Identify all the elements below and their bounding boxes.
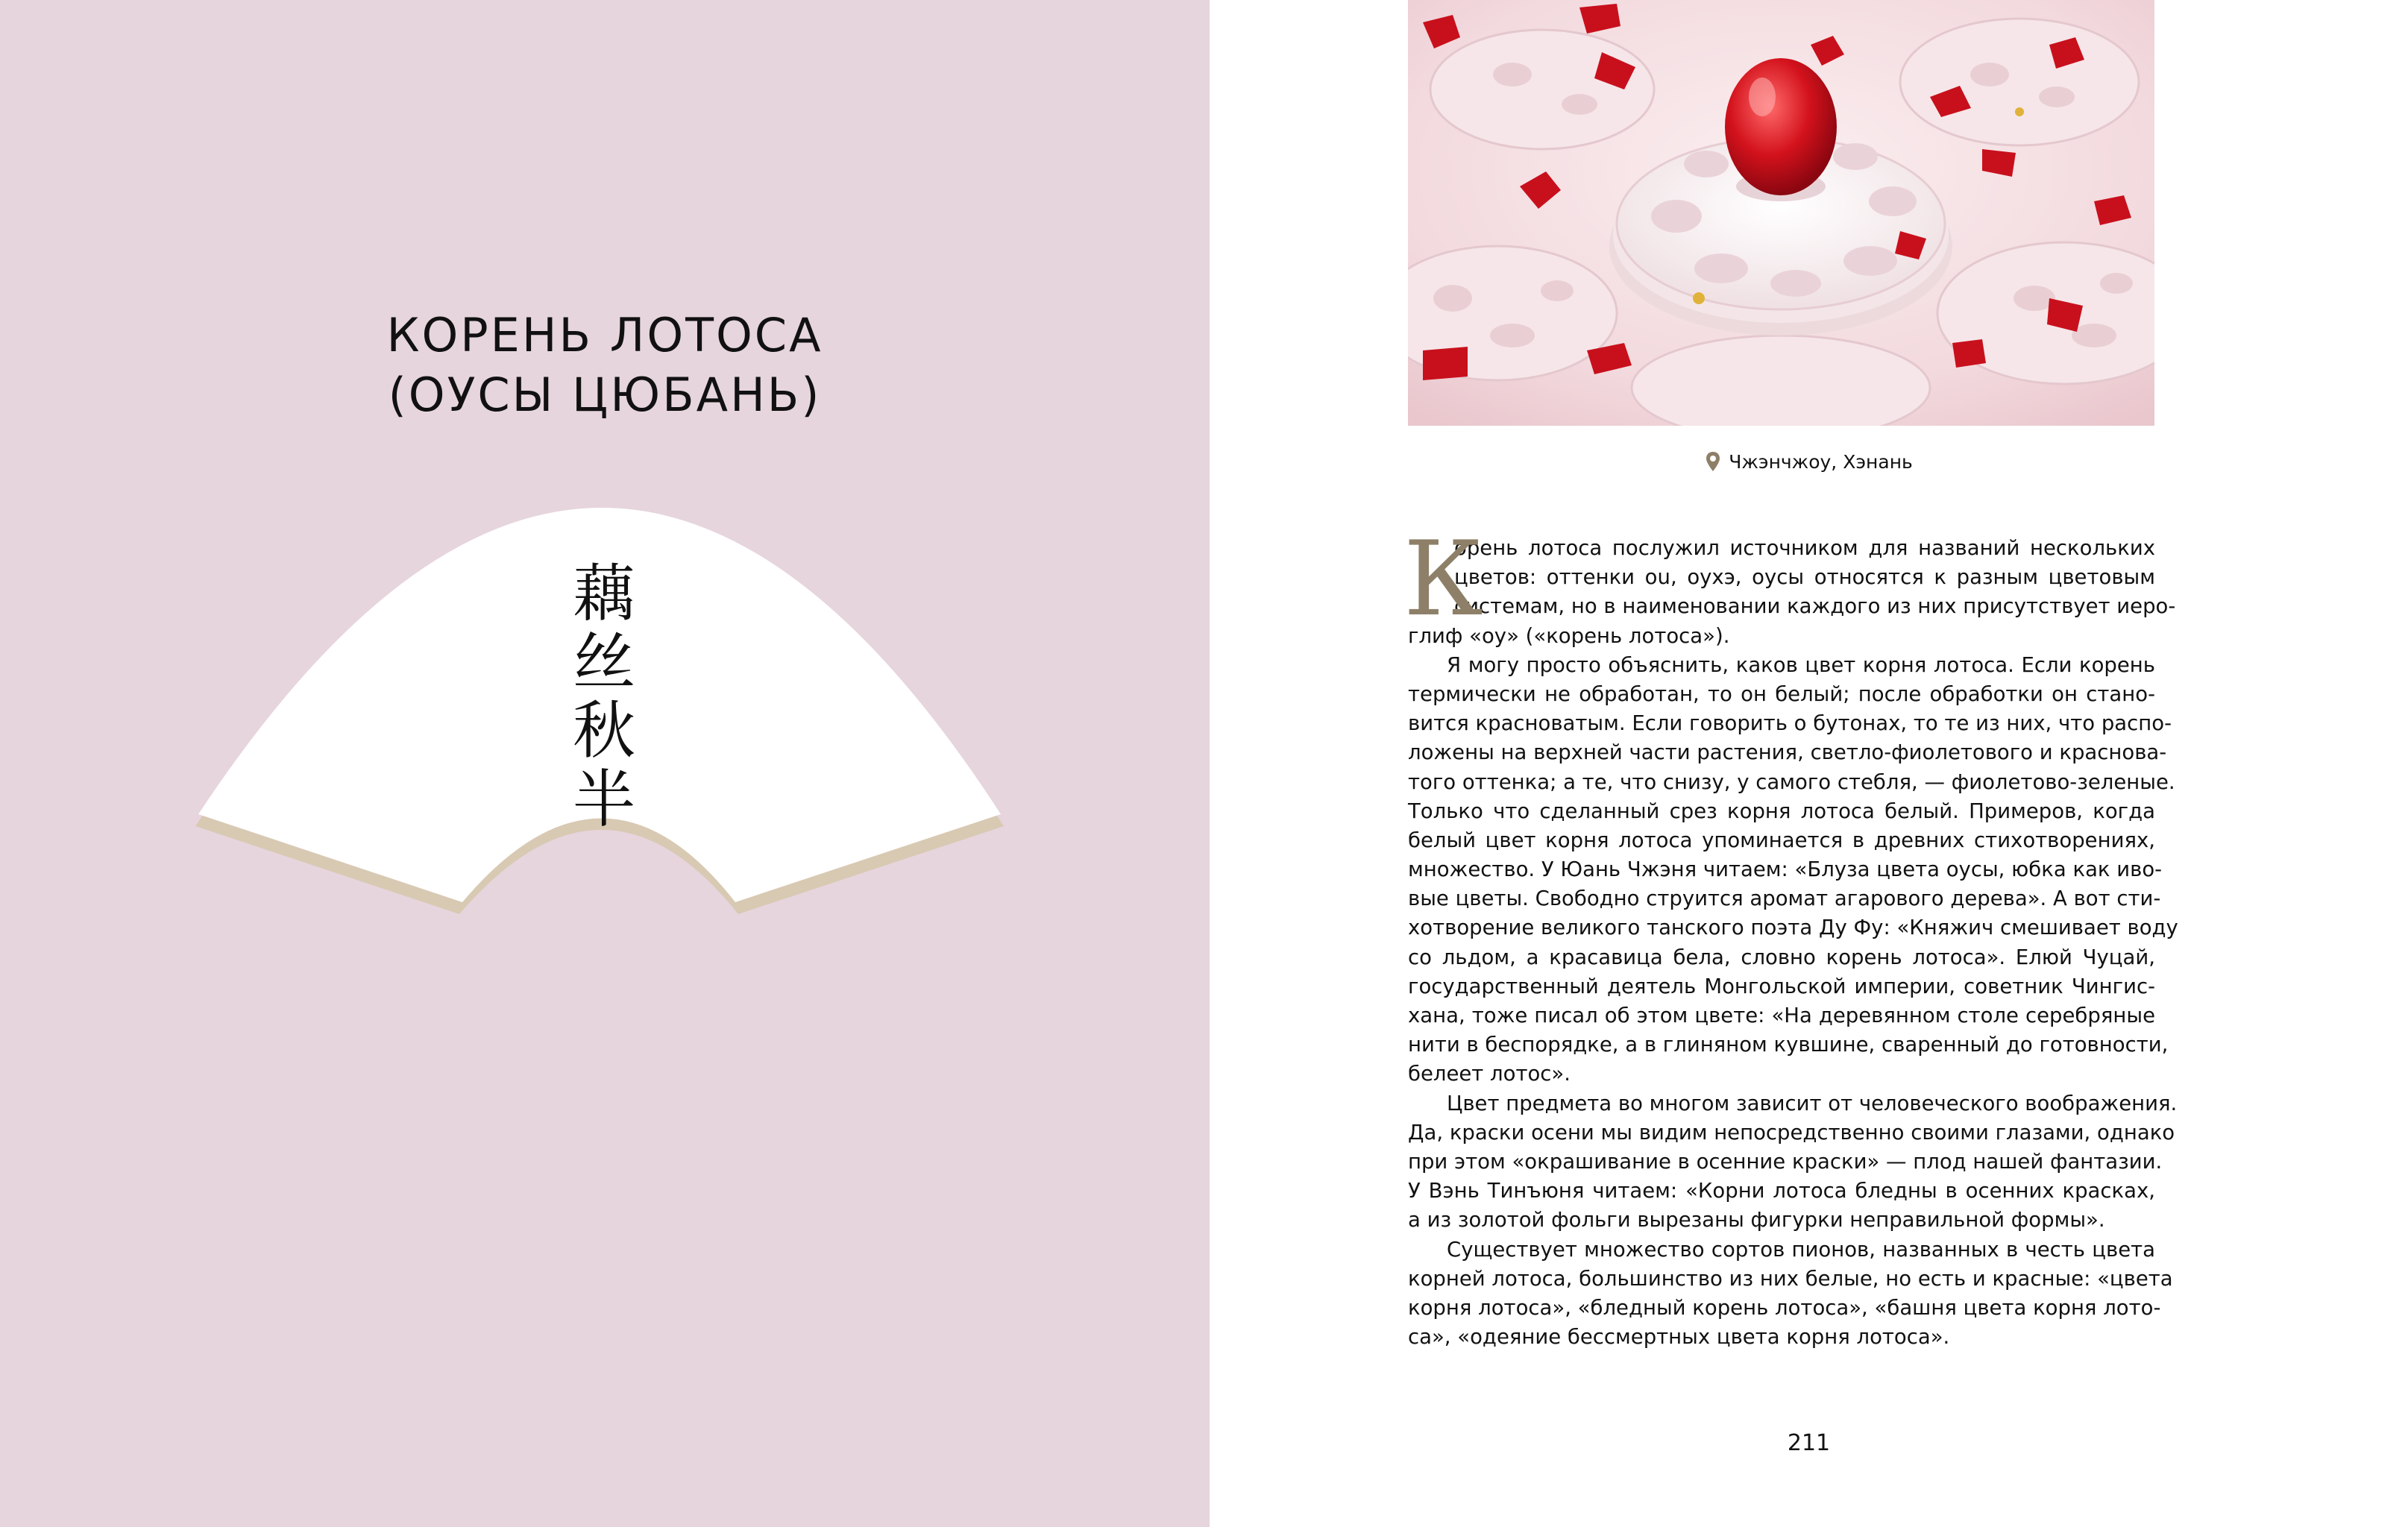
poem-char: 丝 <box>572 626 635 699</box>
text-line: вится красноватым. Если говорить о бутонах, то те из них, что распо- <box>1408 711 2172 736</box>
text-line: са», «одеяние бессмертных цвета корня лотоса». <box>1408 1325 1950 1350</box>
poem-char: 秋 <box>572 694 635 767</box>
lotus-dish-photo <box>1408 0 2154 426</box>
title-line-2: (ОУСЫ ЦЮБАНЬ) <box>388 368 822 422</box>
poem-char: 藕 <box>572 557 635 630</box>
text-line: термически не обработан, то он белый; после обработки он стано- <box>1408 681 2155 706</box>
text-line: со льдом, а красавица бела, словно корень лотоса». Елюй Чуцай, <box>1408 945 2155 969</box>
text-line: при этом «окрашивание в осенние краски» — плод нашей фантазии. <box>1408 1149 2163 1174</box>
map-pin-icon <box>1705 450 1721 473</box>
text-line: корня лотоса», «бледный корень лотоса», «башня цвета корня лото- <box>1408 1295 2161 1320</box>
paragraph-3 <box>1408 1089 2178 1235</box>
text-line: Цвет предмета во многом зависит от человеческого воображения. <box>1447 1091 2178 1115</box>
text-line: того оттенка; а те, что снизу, у самого стебля, — фиолетово-зеленые. <box>1408 769 2175 794</box>
text-line: цветов: оттенки ou, оухэ, оусы относятся к разным цветовым <box>1454 565 2155 590</box>
text-line: нити в беспорядке, а в глиняном кувшине, сваренный до готовности, <box>1408 1033 2169 1057</box>
text-line: множество. У Юань Чжэня читаем: «Блуза цвета оусы, юбка как иво- <box>1408 857 2163 882</box>
paragraph-4 <box>1408 1235 2173 1353</box>
paragraph-1 <box>1408 534 2176 651</box>
title-line-1: КОРЕНЬ ЛОТОСА <box>386 308 823 362</box>
poem-char: 半 <box>572 763 635 836</box>
vertical-poem <box>567 559 641 834</box>
text-line: Существует множество сортов пионов, названных в честь цвета <box>1447 1237 2155 1262</box>
text-line: У Вэнь Тинъюня читаем: «Корни лотоса бледны в осенних красках, <box>1408 1179 2155 1203</box>
paragraph-2 <box>1408 651 2178 1089</box>
text-line: белый цвет корня лотоса упоминается в древних стихотворениях, <box>1408 828 2155 852</box>
text-line: вые цветы. Свободно струится аромат агарового дерева». А вот сти- <box>1408 887 2161 911</box>
text-line: ложены на верхней части растения, светло-фиолетового и краснова- <box>1408 740 2167 765</box>
article-body <box>1403 519 2178 1352</box>
text-line: хотворение великого танского поэта Ду Фу: «Княжич смешивает воду <box>1408 916 2178 940</box>
caption-text: Чжэнчжоу, Хэнань <box>1729 451 1913 473</box>
text-line: Только что сделанный срез корня лотоса белый. Примеров, когда <box>1408 799 2155 823</box>
text-line: государственный деятель Монгольской империи, советник Чингис- <box>1408 974 2155 998</box>
right-page <box>1210 0 2408 1527</box>
text-line: а из золотой фольги вырезаны фигурки неправильной формы». <box>1408 1208 2105 1232</box>
text-line: орень лотоса послужил источником для названий нескольких <box>1454 536 2155 560</box>
drop-cap: К <box>1403 519 1483 639</box>
text-line: Да, краски осени мы видим непосредственно своими глазами, однако <box>1408 1120 2175 1145</box>
text-line: белеет лотос». <box>1408 1062 1571 1086</box>
text-line: Я могу просто объяснить, каков цвет корня лотоса. Если корень <box>1447 652 2155 677</box>
text-line: системам, но в наименовании каждого из них присутствует иеро- <box>1454 594 2176 619</box>
page-number: 211 <box>1787 1430 1831 1456</box>
photo-caption <box>1210 450 2408 473</box>
text-line: хана, тоже писал об этом цвете: «На деревянном столе серебряные <box>1408 1004 2155 1027</box>
text-line: корней лотоса, большинство из них белые, но есть и красные: «цвета <box>1408 1266 2173 1291</box>
text-line: глиф «оу» («корень лотоса»). <box>1408 623 1730 648</box>
